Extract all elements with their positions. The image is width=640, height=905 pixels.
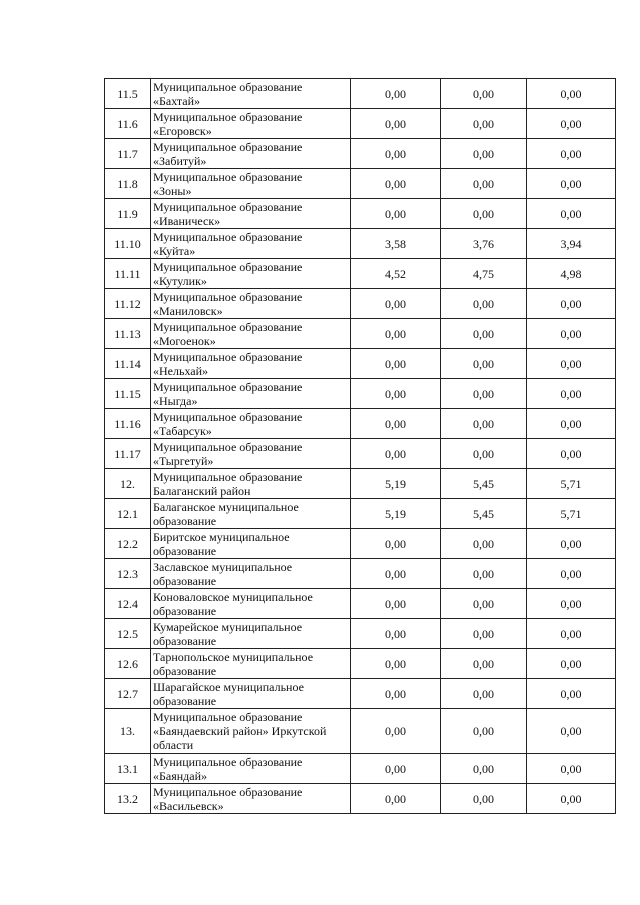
value-col-2: 0,00	[441, 559, 527, 589]
municipality-name-line: Муниципальное образование	[153, 319, 303, 334]
value-col-1: 0,00	[351, 289, 441, 319]
table-row	[105, 409, 616, 439]
municipality-name-line: Коноваловское муниципальное	[153, 589, 313, 604]
value-col-2: 0,00	[441, 169, 527, 199]
value-col-2: 0,00	[441, 784, 527, 814]
value-col-2: 5,45	[441, 469, 527, 499]
row-number: 12.4	[105, 589, 151, 619]
value-col-2: 0,00	[441, 529, 527, 559]
value-col-3: 0,00	[527, 139, 616, 169]
value-col-3: 4,98	[527, 259, 616, 289]
value-col-2: 0,00	[441, 199, 527, 229]
value-col-2: 0,00	[441, 619, 527, 649]
municipality-name-line: Балаганский район	[153, 483, 251, 498]
row-number: 13.1	[105, 754, 151, 784]
value-col-1: 4,52	[351, 259, 441, 289]
municipality-name-line: Муниципальное образование	[153, 409, 303, 424]
municipality-name-line: образование	[153, 543, 217, 558]
table-row	[105, 529, 616, 559]
row-number: 11.17	[105, 439, 151, 469]
municipality-name-line: Муниципальное образование	[153, 469, 303, 484]
value-col-2: 0,00	[441, 439, 527, 469]
municipality-name-line: «Могоенок»	[153, 333, 216, 348]
value-col-1: 0,00	[351, 199, 441, 229]
row-number: 12.3	[105, 559, 151, 589]
table-row	[105, 589, 616, 619]
table-row	[105, 319, 616, 349]
municipality-name-line: Муниципальное образование	[153, 139, 303, 154]
table-row	[105, 469, 616, 499]
table-row	[105, 139, 616, 169]
municipality-name	[151, 289, 351, 319]
value-col-2: 0,00	[441, 649, 527, 679]
value-col-1: 0,00	[351, 139, 441, 169]
value-col-3: 0,00	[527, 109, 616, 139]
value-col-2: 0,00	[441, 349, 527, 379]
municipality-name-line: «Ныгда»	[153, 393, 198, 408]
value-col-1: 0,00	[351, 709, 441, 754]
municipality-name	[151, 679, 351, 709]
value-col-2: 0,00	[441, 79, 527, 109]
data-table	[104, 78, 616, 814]
value-col-2: 0,00	[441, 754, 527, 784]
municipality-name	[151, 259, 351, 289]
row-number: 13.2	[105, 784, 151, 814]
value-col-1: 0,00	[351, 784, 441, 814]
municipality-name-line: Кумарейское муниципальное	[153, 619, 303, 634]
table-row	[105, 709, 616, 754]
row-number: 11.8	[105, 169, 151, 199]
municipality-name	[151, 109, 351, 139]
value-col-3: 0,00	[527, 589, 616, 619]
value-col-1: 0,00	[351, 679, 441, 709]
municipality-name-line: «Егоровск»	[153, 123, 212, 138]
municipality-name-line: «Кутулик»	[153, 273, 207, 288]
municipality-name-line: образование	[153, 693, 217, 708]
value-col-2: 0,00	[441, 139, 527, 169]
row-number: 11.14	[105, 349, 151, 379]
municipality-name-line: Муниципальное образование	[153, 289, 303, 304]
municipality-name-line: Муниципальное образование	[153, 379, 303, 394]
value-col-3: 0,00	[527, 784, 616, 814]
table-row	[105, 79, 616, 109]
row-number: 11.11	[105, 259, 151, 289]
value-col-3: 5,71	[527, 499, 616, 529]
value-col-1: 0,00	[351, 649, 441, 679]
table-row	[105, 169, 616, 199]
municipality-name-line: Муниципальное образование	[153, 259, 303, 274]
table-row	[105, 679, 616, 709]
value-col-1: 0,00	[351, 559, 441, 589]
value-col-2: 0,00	[441, 709, 527, 754]
municipality-name-line: Муниципальное образование	[153, 79, 303, 94]
municipality-name-line: Муниципальное образование	[153, 109, 303, 124]
municipality-name-line: образование	[153, 573, 217, 588]
row-number: 12.5	[105, 619, 151, 649]
value-col-2: 0,00	[441, 319, 527, 349]
value-col-1: 0,00	[351, 754, 441, 784]
municipality-name-line: Муниципальное образование	[153, 349, 303, 364]
value-col-3: 0,00	[527, 349, 616, 379]
table-row	[105, 439, 616, 469]
municipality-name-line: «Васильевск»	[153, 798, 224, 813]
value-col-2: 0,00	[441, 379, 527, 409]
value-col-2: 5,45	[441, 499, 527, 529]
value-col-1: 5,19	[351, 469, 441, 499]
municipality-name	[151, 559, 351, 589]
municipality-name-line: Муниципальное образование	[153, 439, 303, 454]
value-col-2: 0,00	[441, 289, 527, 319]
municipality-name	[151, 349, 351, 379]
row-number: 11.13	[105, 319, 151, 349]
municipality-name-line: «Нельхай»	[153, 363, 209, 378]
municipality-name	[151, 709, 351, 754]
row-number: 11.10	[105, 229, 151, 259]
municipality-name-line: Балаганское муниципальное	[153, 499, 299, 514]
municipality-name-line: «Баяндай»	[153, 768, 208, 783]
municipality-name	[151, 199, 351, 229]
municipality-name-line: Муниципальное образование	[153, 710, 303, 724]
value-col-3: 5,71	[527, 469, 616, 499]
municipality-name	[151, 379, 351, 409]
row-number: 11.15	[105, 379, 151, 409]
municipality-name	[151, 169, 351, 199]
municipality-name-line: Муниципальное образование	[153, 199, 303, 214]
table-row	[105, 259, 616, 289]
municipality-name	[151, 529, 351, 559]
value-col-1: 0,00	[351, 619, 441, 649]
municipality-name-line: «Табарсук»	[153, 423, 212, 438]
value-col-3: 0,00	[527, 409, 616, 439]
municipality-name-line: Муниципальное образование	[153, 229, 303, 244]
value-col-1: 0,00	[351, 79, 441, 109]
row-number: 11.16	[105, 409, 151, 439]
table-row	[105, 649, 616, 679]
table-row	[105, 289, 616, 319]
row-number: 13.	[105, 709, 151, 754]
municipality-name	[151, 319, 351, 349]
value-col-1: 0,00	[351, 439, 441, 469]
value-col-2: 0,00	[441, 589, 527, 619]
municipality-name	[151, 619, 351, 649]
value-col-2: 0,00	[441, 679, 527, 709]
value-col-3: 0,00	[527, 754, 616, 784]
municipality-name	[151, 79, 351, 109]
table-row	[105, 379, 616, 409]
value-col-3: 0,00	[527, 439, 616, 469]
table-row	[105, 499, 616, 529]
row-number: 11.6	[105, 109, 151, 139]
value-col-3: 0,00	[527, 529, 616, 559]
row-number: 12.6	[105, 649, 151, 679]
municipality-name	[151, 409, 351, 439]
municipality-name-line: «Куйта»	[153, 243, 196, 258]
row-number: 11.12	[105, 289, 151, 319]
municipality-name-line: «Зоны»	[153, 183, 192, 198]
municipality-name-line: области	[153, 738, 194, 752]
value-col-3: 3,94	[527, 229, 616, 259]
value-col-3: 0,00	[527, 619, 616, 649]
value-col-2: 4,75	[441, 259, 527, 289]
municipality-name-line: «Иваническ»	[153, 213, 221, 228]
municipality-name	[151, 439, 351, 469]
municipality-name-line: Шарагайское муниципальное	[153, 679, 304, 694]
value-col-2: 0,00	[441, 409, 527, 439]
municipality-name-line: образование	[153, 633, 217, 648]
municipality-name	[151, 649, 351, 679]
value-col-2: 3,76	[441, 229, 527, 259]
table-row	[105, 619, 616, 649]
municipality-name	[151, 139, 351, 169]
municipality-name-line: Тарнопольское муниципальное	[153, 649, 314, 664]
municipality-name	[151, 589, 351, 619]
value-col-3: 0,00	[527, 649, 616, 679]
value-col-1: 0,00	[351, 409, 441, 439]
value-col-1: 0,00	[351, 379, 441, 409]
municipality-name-line: Муниципальное образование	[153, 169, 303, 184]
municipality-name-line: «Тыргетуй»	[153, 453, 214, 468]
municipality-name-line: Муниципальное образование	[153, 784, 303, 799]
municipality-name-line: «Баяндаевский район» Иркутской	[153, 724, 327, 738]
value-col-1: 0,00	[351, 169, 441, 199]
value-col-3: 0,00	[527, 559, 616, 589]
value-col-1: 3,58	[351, 229, 441, 259]
value-col-1: 0,00	[351, 589, 441, 619]
municipality-name-line: Муниципальное образование	[153, 754, 303, 769]
municipality-name-line: Заславское муниципальное	[153, 559, 293, 574]
row-number: 11.9	[105, 199, 151, 229]
table-row	[105, 349, 616, 379]
table-body	[105, 79, 616, 814]
municipality-name-line: Биритское муниципальное	[153, 529, 290, 544]
table-row	[105, 784, 616, 814]
row-number: 12.1	[105, 499, 151, 529]
municipality-name-line: образование	[153, 663, 217, 678]
table-row	[105, 109, 616, 139]
municipality-name-line: образование	[153, 603, 217, 618]
municipality-name	[151, 499, 351, 529]
municipality-name	[151, 784, 351, 814]
value-col-3: 0,00	[527, 199, 616, 229]
municipality-name-line: «Бахтай»	[153, 93, 201, 108]
row-number: 12.	[105, 469, 151, 499]
value-col-3: 0,00	[527, 169, 616, 199]
table-row	[105, 754, 616, 784]
value-col-3: 0,00	[527, 379, 616, 409]
value-col-1: 0,00	[351, 109, 441, 139]
table-row	[105, 559, 616, 589]
municipality-name	[151, 229, 351, 259]
row-number: 11.7	[105, 139, 151, 169]
value-col-1: 0,00	[351, 349, 441, 379]
value-col-3: 0,00	[527, 289, 616, 319]
value-col-2: 0,00	[441, 109, 527, 139]
row-number: 11.5	[105, 79, 151, 109]
municipality-name-line: «Забитуй»	[153, 153, 207, 168]
value-col-1: 5,19	[351, 499, 441, 529]
table-row	[105, 199, 616, 229]
municipality-name-line: образование	[153, 513, 217, 528]
value-col-1: 0,00	[351, 529, 441, 559]
row-number: 12.2	[105, 529, 151, 559]
row-number: 12.7	[105, 679, 151, 709]
value-col-3: 0,00	[527, 709, 616, 754]
municipality-name	[151, 754, 351, 784]
municipality-name	[151, 469, 351, 499]
table-row	[105, 229, 616, 259]
value-col-3: 0,00	[527, 679, 616, 709]
value-col-1: 0,00	[351, 319, 441, 349]
value-col-3: 0,00	[527, 79, 616, 109]
value-col-3: 0,00	[527, 319, 616, 349]
municipality-name-line: «Маниловск»	[153, 303, 223, 318]
